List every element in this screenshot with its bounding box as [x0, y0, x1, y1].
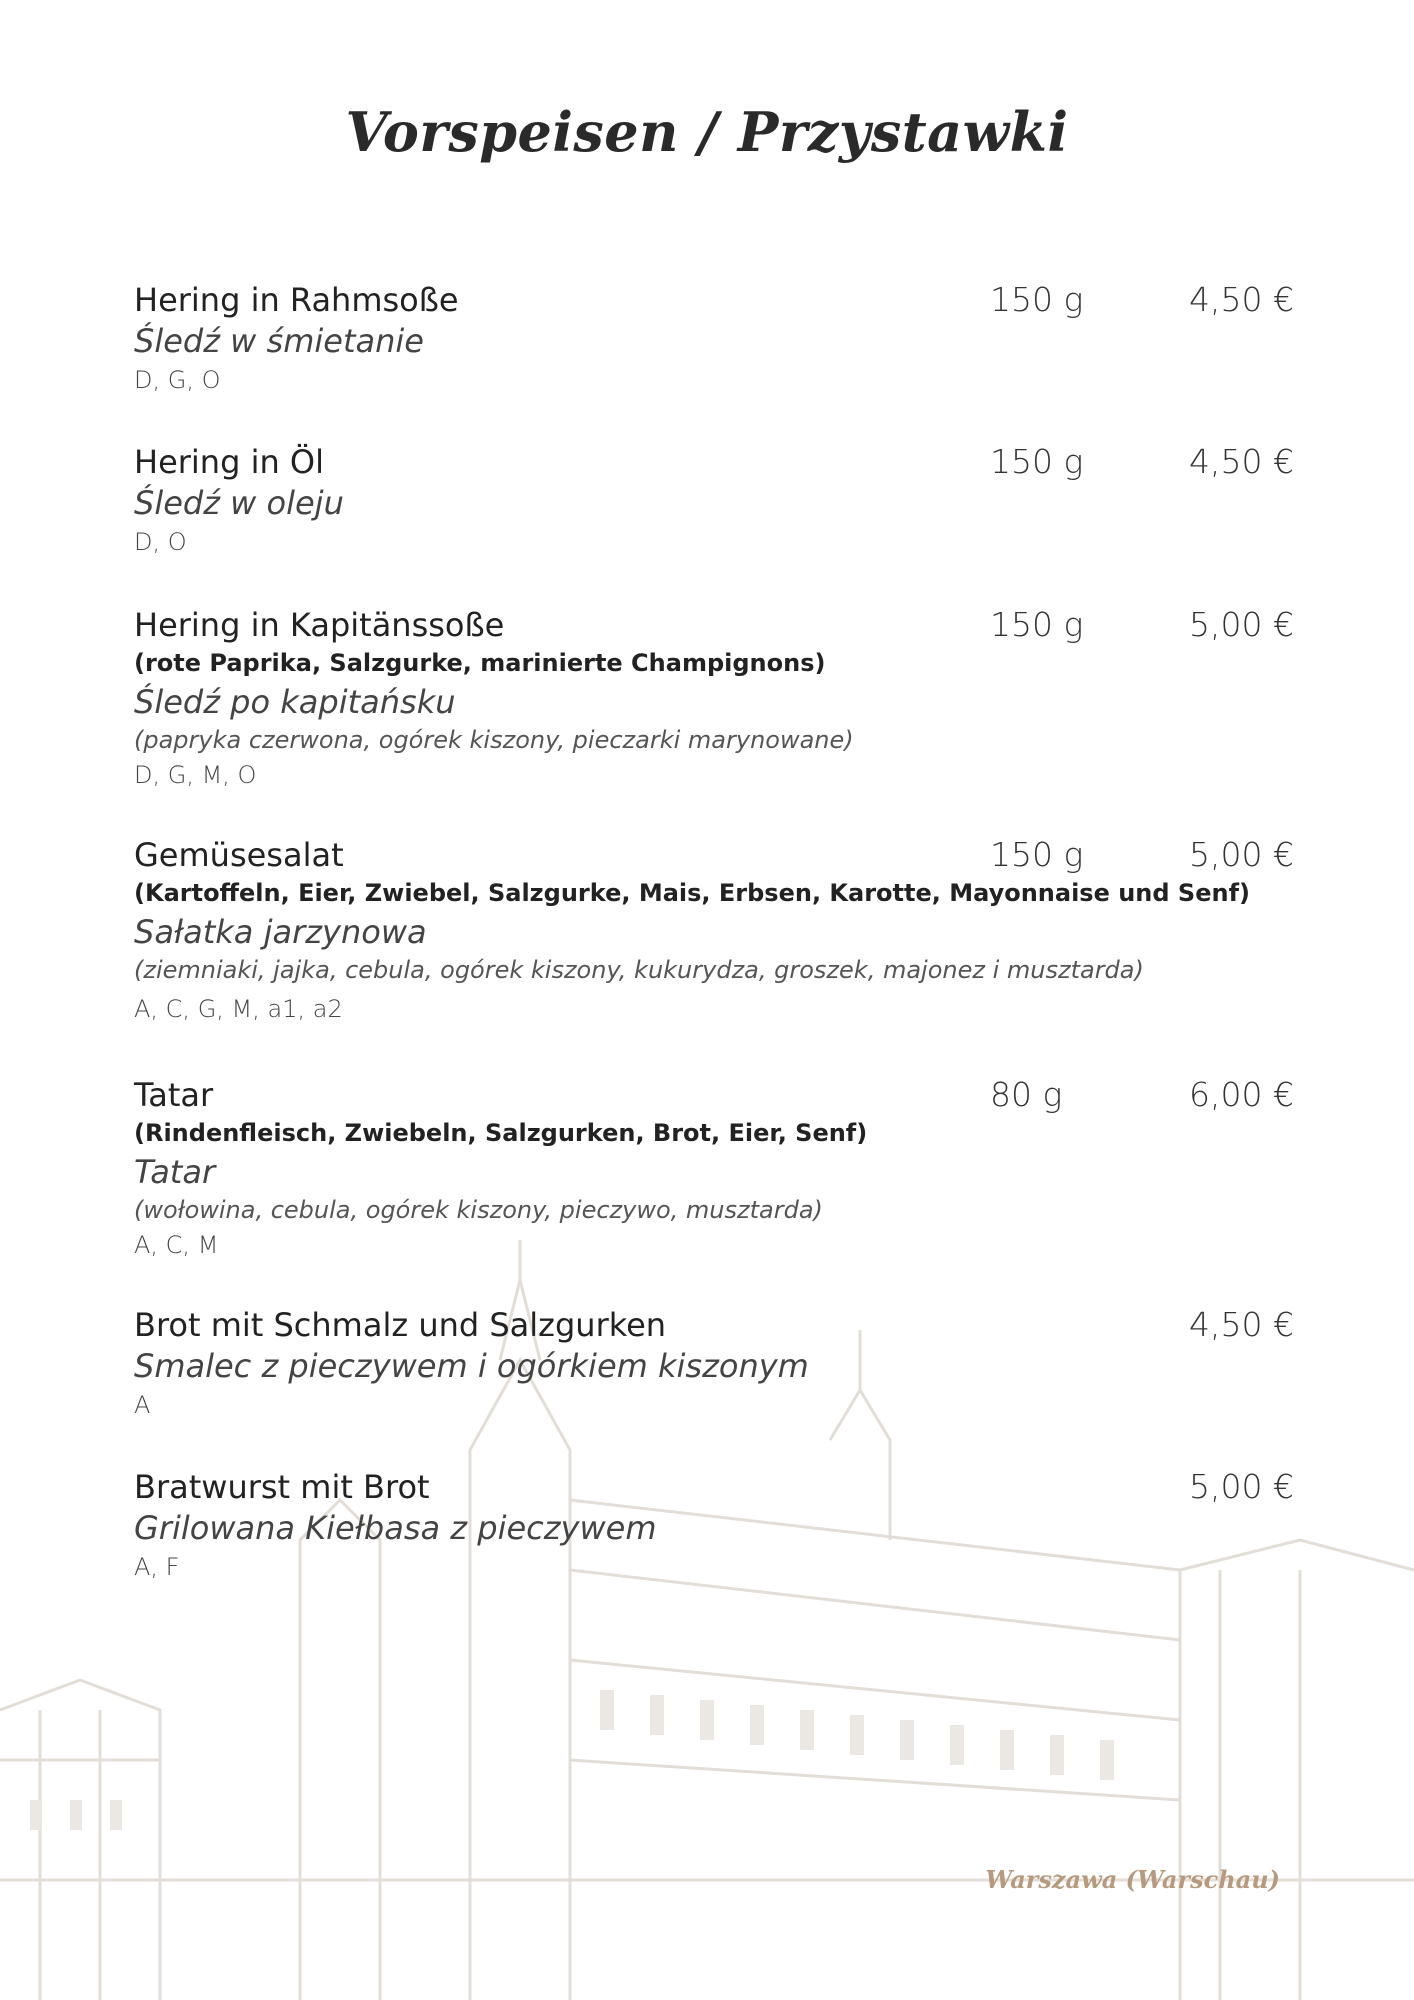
dish-allergens: A, C, M [134, 1231, 219, 1259]
dish-name-de: Gemüsesalat [134, 836, 344, 874]
dish-name-pl: Grilowana Kiełbasa z pieczywem [134, 1509, 657, 1547]
dish-name-de: Bratwurst mit Brot [134, 1468, 430, 1506]
dish-name-pl: Smalec z pieczywem i ogórkiem kiszonym [134, 1347, 809, 1385]
dish-ingredients-de: (Kartoffeln, Eier, Zwiebel, Salzgurke, Mais, Erbsen, Karotte, Mayonnaise und Senf) [134, 879, 1250, 907]
dish-weight: 80 g [990, 1075, 1063, 1114]
dish-name-pl: Śledź w oleju [134, 484, 344, 522]
dish-ingredients-de: (rote Paprika, Salzgurke, marinierte Champignons) [134, 649, 826, 677]
dish-ingredients-de: (Rindenfleisch, Zwiebeln, Salzgurken, Brot, Eier, Senf) [134, 1119, 868, 1147]
dish-allergens: D, G, O [134, 366, 221, 394]
dish-weight: 150 g [990, 835, 1084, 874]
dish-allergens: A [134, 1391, 151, 1419]
dish-ingredients-pl: (ziemniaki, jajka, cebula, ogórek kiszony, kukurydza, groszek, majonez i musztarda) [134, 956, 1144, 984]
dish-ingredients-pl: (papryka czerwona, ogórek kiszony, pieczarki marynowane) [134, 726, 854, 754]
dish-allergens: A, C, G, M, a1, a2 [134, 995, 343, 1023]
location-caption: Warszawa (Warschau) [985, 1865, 1280, 1894]
dish-name-de: Hering in Kapitänssoße [134, 606, 505, 644]
dish-weight: 150 g [990, 280, 1084, 319]
dish-price: 5,00 € [1189, 605, 1294, 644]
dish-name-de: Hering in Rahmsoße [134, 281, 459, 319]
menu-item [134, 1305, 1294, 1423]
dish-name-de: Tatar [134, 1076, 214, 1114]
dish-price: 5,00 € [1189, 835, 1294, 874]
page-title: Vorspeisen / Przystawki [345, 100, 1069, 164]
dish-name-pl: Śledź w śmietanie [134, 322, 424, 360]
dish-name-de: Hering in Öl [134, 443, 324, 481]
dish-name-de: Brot mit Schmalz und Salzgurken [134, 1306, 667, 1344]
dish-price: 6,00 € [1189, 1075, 1294, 1114]
dish-price: 5,00 € [1189, 1467, 1294, 1506]
dish-weight: 150 g [990, 442, 1084, 481]
dish-name-pl: Tatar [134, 1153, 216, 1191]
menu-item [134, 1467, 1294, 1585]
menu-item [134, 442, 1294, 560]
dish-price: 4,50 € [1189, 280, 1294, 319]
dish-name-pl: Sałatka jarzynowa [134, 913, 427, 951]
dish-price: 4,50 € [1189, 1305, 1294, 1344]
dish-allergens: A, F [134, 1553, 180, 1581]
dish-ingredients-pl: (wołowina, cebula, ogórek kiszony, pieczywo, musztarda) [134, 1196, 823, 1224]
menu-item [134, 605, 1294, 793]
menu-item [134, 1075, 1294, 1263]
menu-item [134, 280, 1294, 398]
dish-price: 4,50 € [1189, 442, 1294, 481]
dish-allergens: D, O [134, 528, 187, 556]
dish-weight: 150 g [990, 605, 1084, 644]
dish-allergens: D, G, M, O [134, 761, 257, 789]
menu-item [134, 835, 1294, 1027]
dish-name-pl: Śledź po kapitańsku [134, 683, 456, 721]
